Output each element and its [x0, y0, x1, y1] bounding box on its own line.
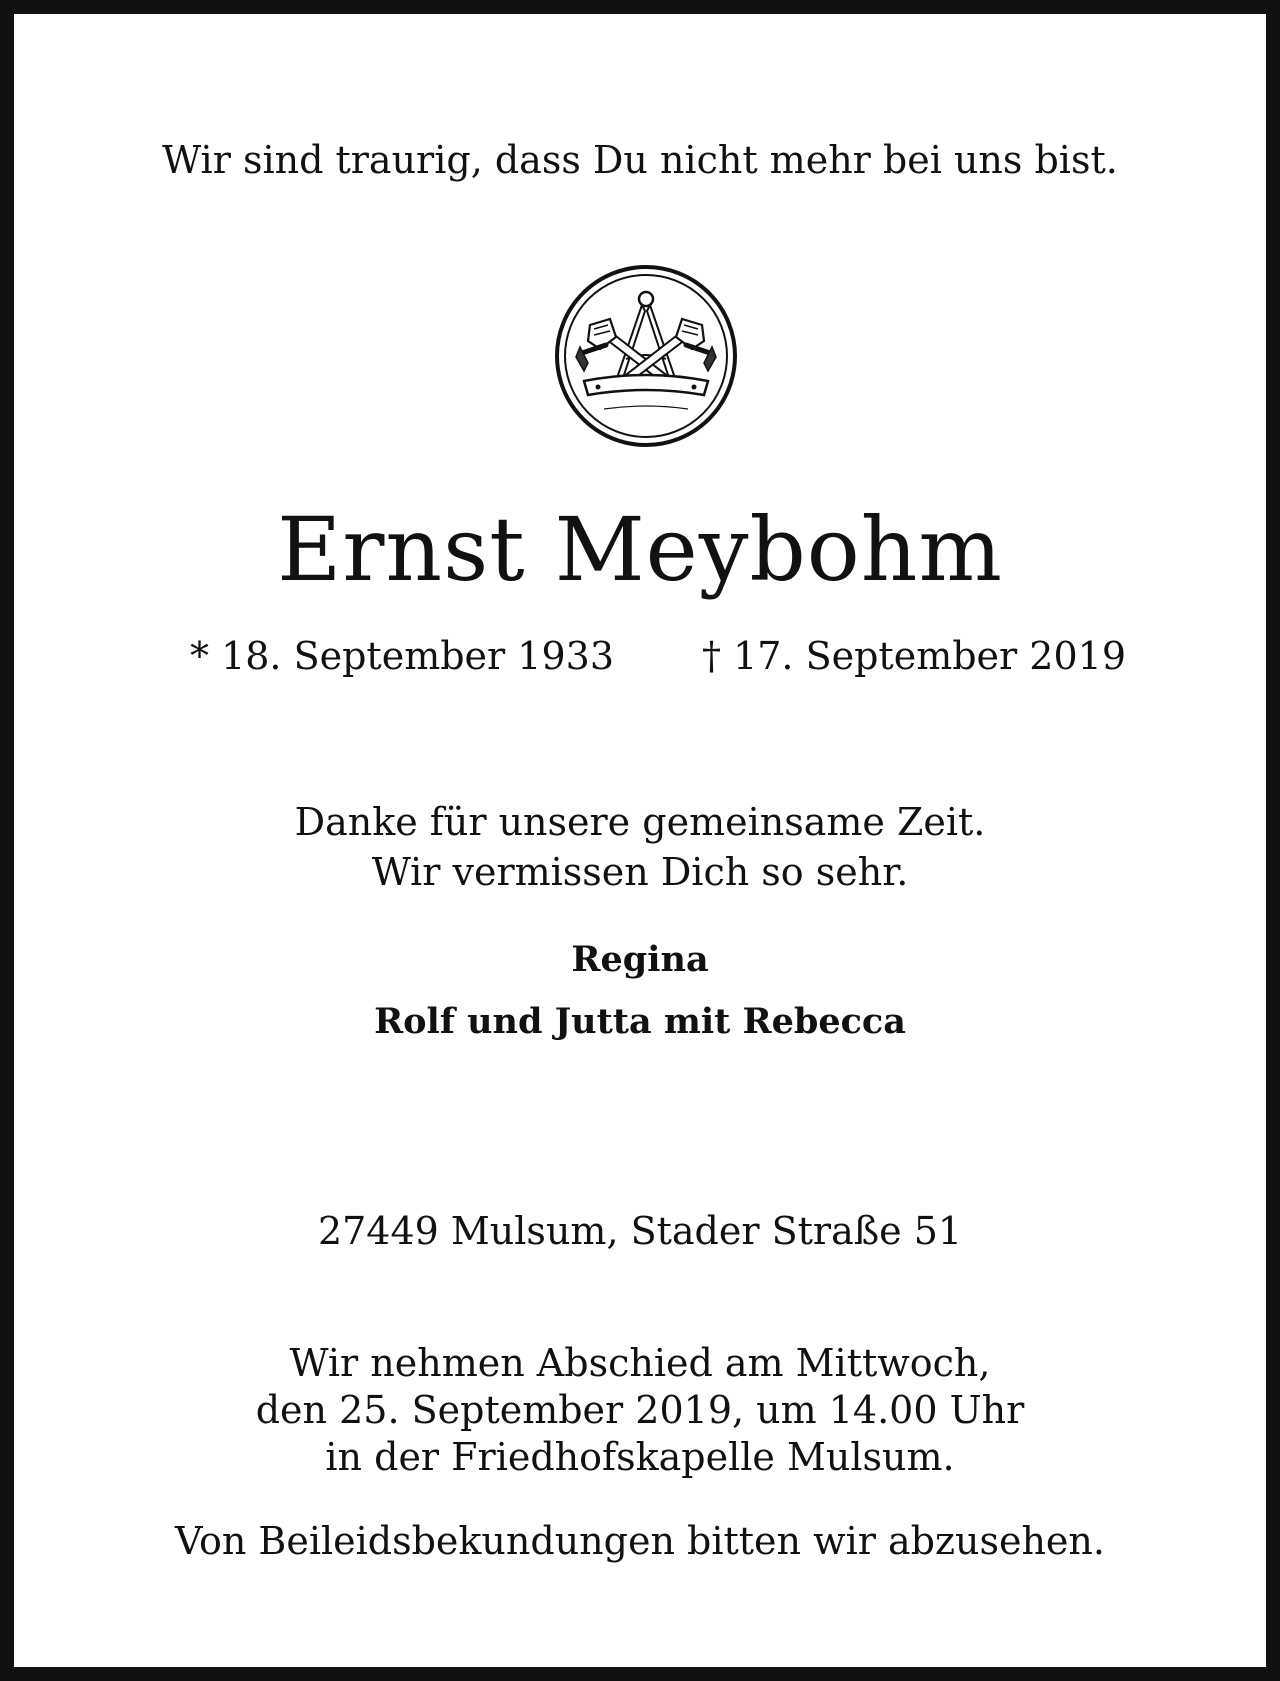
- thanks-line: Wir vermissen Dich so sehr.: [371, 850, 909, 894]
- deceased-name: Ernst Meybohm: [277, 498, 1003, 601]
- farewell-line: Wir nehmen Abschied am Mittwoch,: [289, 1341, 991, 1385]
- farewell-line: in der Friedhofskapelle Mulsum.: [325, 1435, 955, 1479]
- birth-date: * 18. September 1933: [190, 634, 614, 678]
- address: 27449 Mulsum, Stader Straße 51: [317, 1209, 963, 1253]
- death-date: † 17. September 2019: [702, 634, 1126, 678]
- opening-line: Wir sind traurig, dass Du nicht mehr bei uns bist.: [162, 138, 1118, 182]
- thanks-line: Danke für unsere gemeinsame Zeit.: [294, 800, 986, 844]
- farewell-line: den 25. September 2019, um 14.00 Uhr: [255, 1388, 1025, 1432]
- closing-line: Von Beileidsbekundungen bitten wir abzusehen.: [175, 1519, 1105, 1563]
- carpenter-guild-emblem-icon: [554, 263, 738, 449]
- mourner-name: Rolf und Jutta mit Rebecca: [374, 1001, 906, 1042]
- mourner-name: Regina: [571, 939, 709, 980]
